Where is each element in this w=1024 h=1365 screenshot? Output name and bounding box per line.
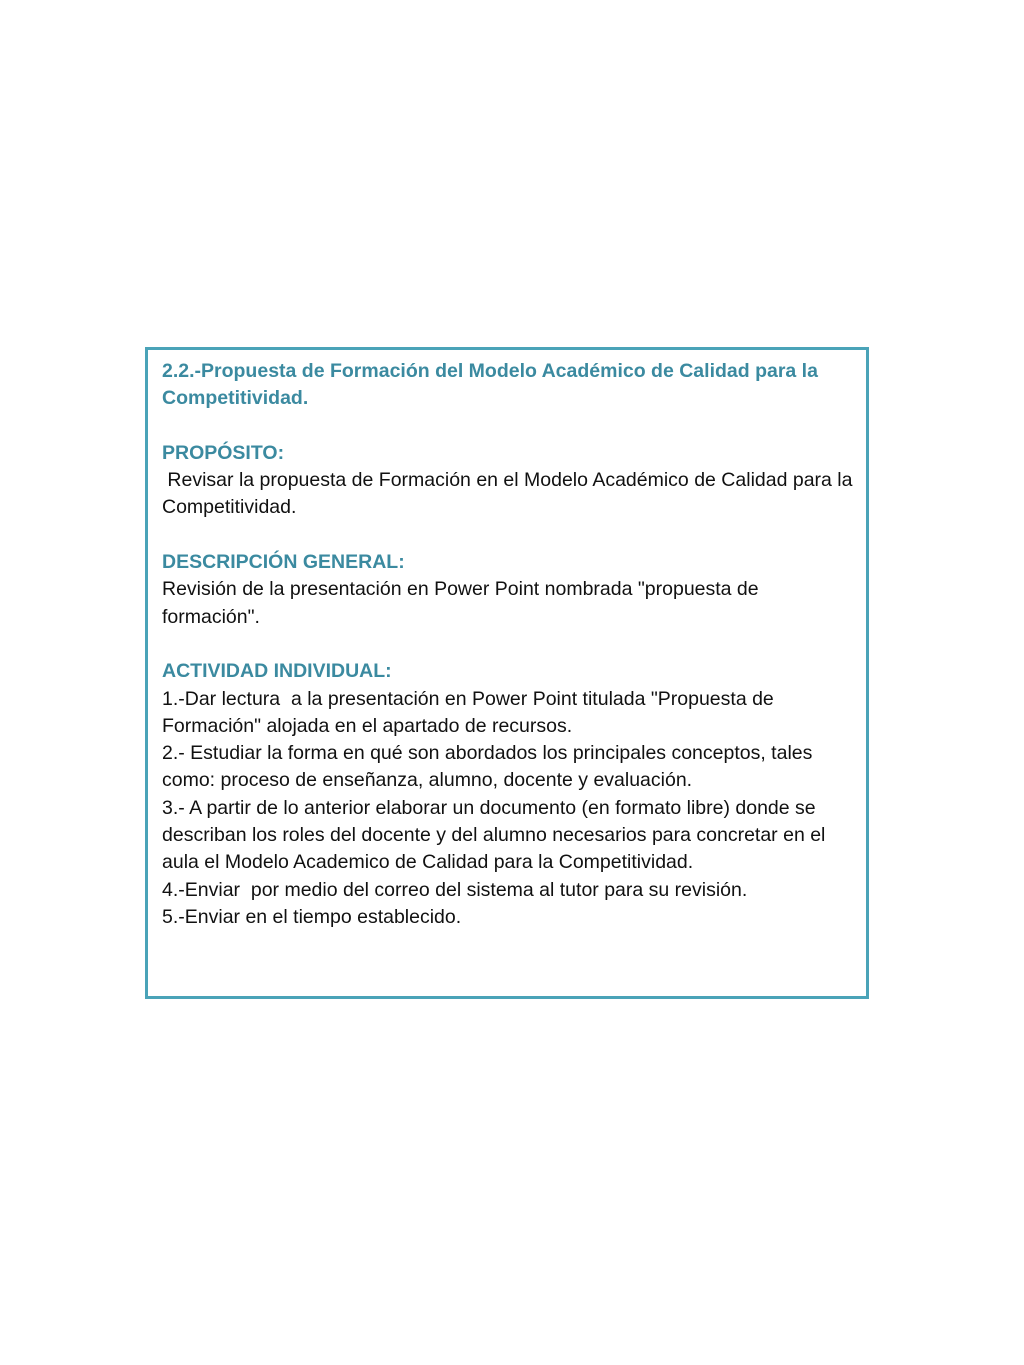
actividad-item-3: 3.- A partir de lo anterior elaborar un documento (en formato libre) donde se describan los roles del docente y del alumno necesarios para concretar en el aula el Modelo Academico de Calidad para la Competitividad.: [162, 796, 826, 874]
actividad-heading: ACTIVIDAD INDIVIDUAL:: [162, 660, 392, 683]
activity-content: [162, 358, 856, 931]
activity-card: [145, 347, 869, 999]
document-title: 2.2.-Propuesta de Formación del Modelo Académico de Calidad para la Competitividad.: [162, 360, 818, 410]
actividad-item-4: 4.-Enviar por medio del correo del sistema al tutor para su revisión.: [162, 878, 748, 901]
spacer: [162, 522, 856, 549]
actividad-item-5: 5.-Enviar en el tiempo establecido.: [162, 905, 462, 928]
spacer: [162, 631, 856, 658]
proposito-heading: PROPÓSITO:: [162, 441, 285, 464]
actividad-item-1: 1.-Dar lectura a la presentación en Power Point titulada "Propuesta de Formación" alojada en el apartado de recursos.: [162, 687, 780, 737]
descripcion-heading: DESCRIPCIÓN GENERAL:: [162, 551, 405, 574]
descripcion-text: Revisión de la presentación en Power Point nombrada "propuesta de formación".: [162, 578, 759, 628]
actividad-item-2: 2.- Estudiar la forma en qué son abordados los principales conceptos, tales como: proceso de enseñanza, alumno, docente y evaluación.: [162, 742, 813, 792]
proposito-text: Revisar la propuesta de Formación en el Modelo Académico de Calidad para la Competitividad.: [162, 469, 858, 519]
spacer: [162, 413, 856, 440]
